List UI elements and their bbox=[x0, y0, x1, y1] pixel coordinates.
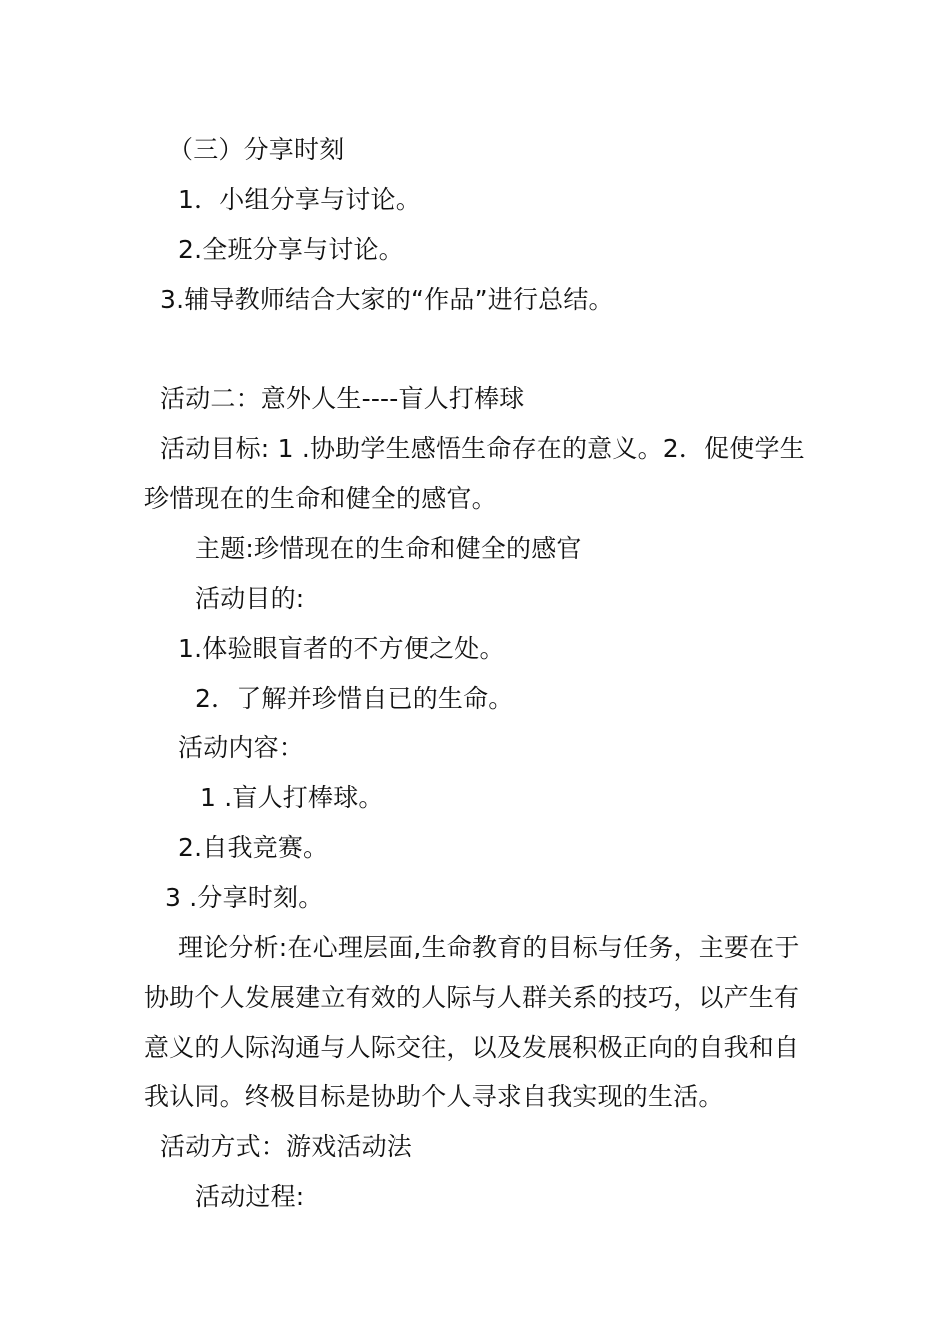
theory-analysis-line-3: 意义的人际沟通与人际交往，以及发展积极正向的自我和自 bbox=[144, 1033, 800, 1062]
section-heading-sharing: （三）分享时刻 bbox=[168, 135, 345, 164]
list-item-group-sharing: 1．小组分享与讨论。 bbox=[178, 185, 421, 214]
theory-analysis-line-4: 我认同。终极目标是协助个人寻求自我实现的生活。 bbox=[144, 1082, 724, 1111]
activity-goal-line-1: 活动目标: 1 .协助学生感悟生命存在的意义。2．促使学生 bbox=[160, 434, 805, 463]
purpose-item-2: 2．了解并珍惜自已的生命。 bbox=[195, 684, 514, 713]
activity-process-heading: 活动过程: bbox=[195, 1182, 305, 1211]
activity-two-title: 活动二：意外人生----盲人打棒球 bbox=[160, 384, 525, 413]
theme-line: 主题:珍惜现在的生命和健全的感官 bbox=[195, 534, 582, 563]
list-item-teacher-summary: 3.辅导教师结合大家的“作品”进行总结。 bbox=[160, 285, 614, 314]
theory-analysis-line-2: 协助个人发展建立有效的人际与人群关系的技巧，以产生有 bbox=[144, 983, 800, 1012]
activity-purpose-heading: 活动目的: bbox=[195, 584, 305, 613]
content-item-1: 1 .盲人打棒球。 bbox=[200, 783, 384, 812]
content-item-2: 2.自我竞赛。 bbox=[178, 833, 329, 862]
theory-analysis-line-1: 理论分析:在心理层面,生命教育的目标与任务，主要在于 bbox=[178, 933, 800, 962]
activity-goal-line-2: 珍惜现在的生命和健全的感官。 bbox=[144, 484, 497, 513]
content-item-3: 3 .分享时刻。 bbox=[165, 883, 324, 912]
activity-content-heading: 活动内容： bbox=[178, 733, 305, 762]
purpose-item-1: 1.体验眼盲者的不方便之处。 bbox=[178, 634, 505, 663]
activity-method-line: 活动方式：游戏活动法 bbox=[160, 1132, 413, 1161]
list-item-class-sharing: 2.全班分享与讨论。 bbox=[178, 235, 404, 264]
